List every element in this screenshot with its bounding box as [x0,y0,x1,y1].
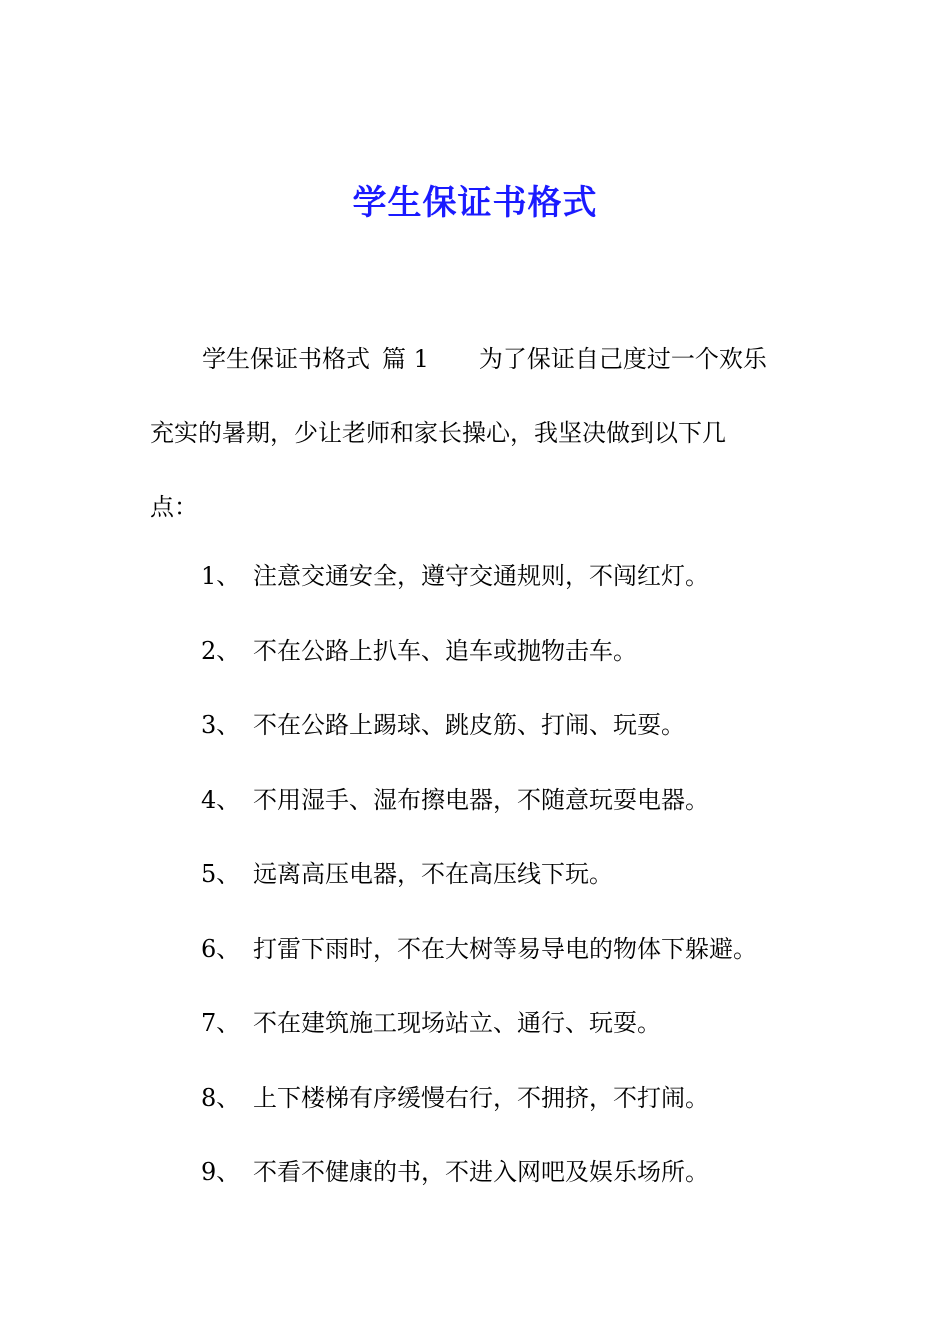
list-item [0,1140,950,1215]
list-item-number: 3、 [201,711,241,739]
intro-line-3: 点： [150,493,198,521]
list-item-text: 不在公路上踢球、跳皮筋、打闹、玩耍。 [253,711,685,739]
intro-paragraph [150,322,800,544]
list-item [0,917,950,992]
list-item-number: 6、 [201,934,241,963]
list-item-text: 不在建筑施工现场站立、通行、玩耍。 [253,1009,661,1037]
list-item-number: 1、 [201,562,241,590]
section-label: 学生保证书格式 [202,345,370,373]
list-item [0,768,950,843]
list-item [0,991,950,1066]
list-item-text: 注意交通安全，遵守交通规则，不闯红灯。 [253,562,709,590]
list-item-text: 打雷下雨时，不在大树等易导电的物体下躲避。 [253,934,757,963]
section-number: 篇 1 [382,345,429,373]
list-item [0,619,950,694]
intro-line-1: 为了保证自己度过一个欢乐 [478,345,767,373]
list-item-number: 9、 [201,1158,241,1186]
list-item [0,1066,950,1141]
list-item-number: 4、 [201,785,241,814]
list-item-text: 不在公路上扒车、追车或抛物击车。 [253,636,637,665]
list-item-number: 8、 [201,1083,241,1112]
list-item-number: 7、 [201,1009,241,1037]
list-item-text: 不看不健康的书，不进入网吧及娱乐场所。 [253,1158,709,1186]
intro-line-2: 充实的暑期，少让老师和家长操心，我坚决做到以下几 [150,419,726,447]
pledge-list [0,544,950,1215]
list-item-text: 上下楼梯有序缓慢右行，不拥挤，不打闹。 [253,1083,709,1112]
list-item-text: 不用湿手、湿布擦电器，不随意玩耍电器。 [253,785,709,814]
list-item-number: 5、 [201,860,241,888]
list-item [0,544,950,619]
page-title: 学生保证书格式 [352,183,598,223]
list-item-number: 2、 [201,636,241,665]
list-item-text: 远离高压电器，不在高压线下玩。 [253,860,613,888]
list-item [0,842,950,917]
list-item [0,693,950,768]
